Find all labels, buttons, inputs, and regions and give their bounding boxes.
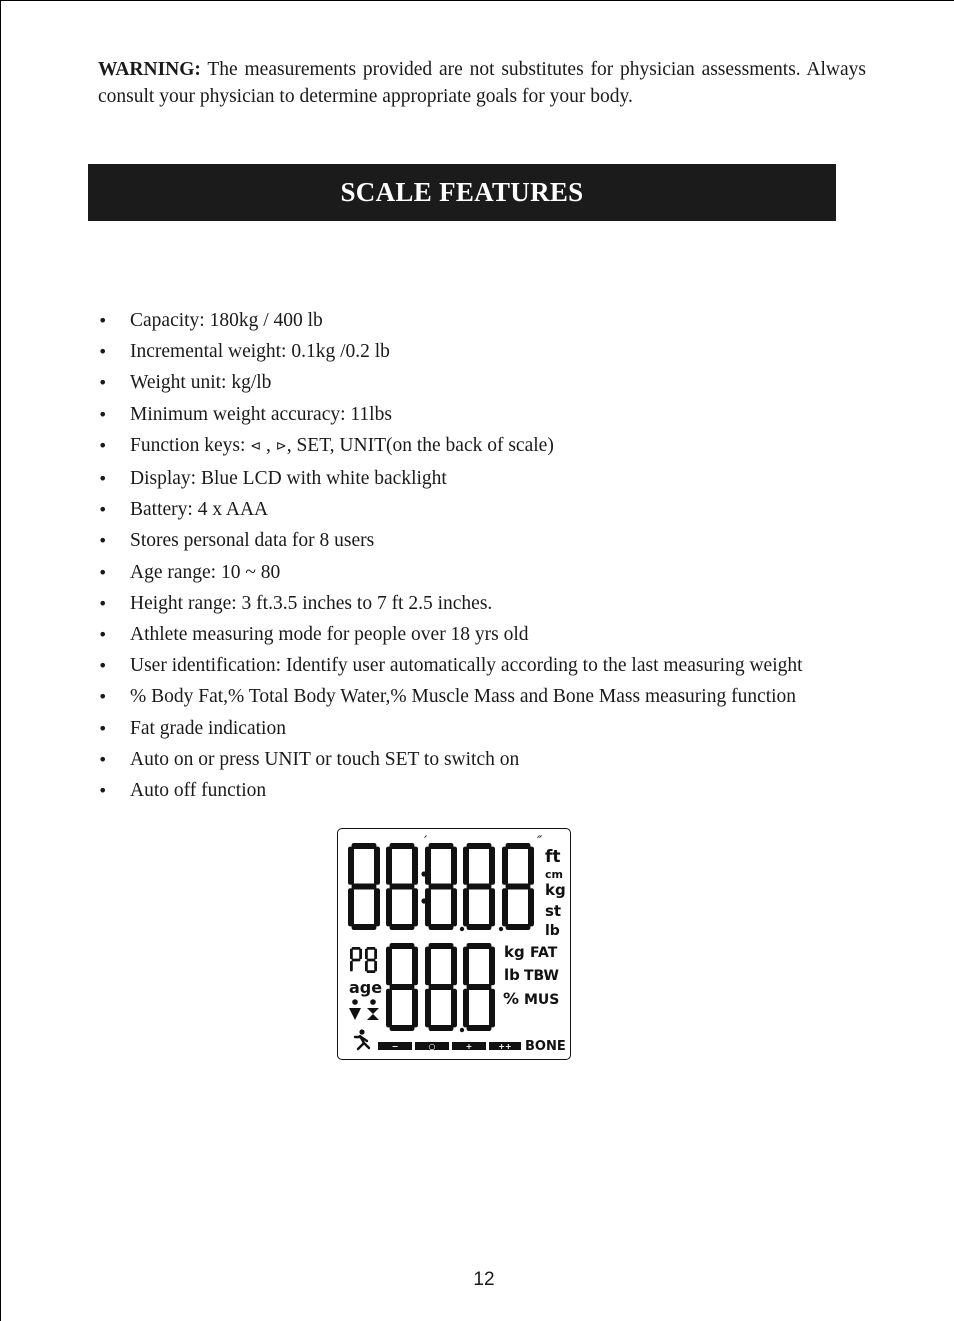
feature-text: Auto on or press UNIT or touch SET to switch on xyxy=(130,748,520,770)
lcd-segment xyxy=(451,847,457,885)
lcd-label-mus: MUS xyxy=(524,992,560,1008)
bullet-icon: • xyxy=(98,593,108,613)
lcd-segment xyxy=(367,970,376,973)
lcd-segment xyxy=(374,888,380,926)
lcd-segment xyxy=(390,1025,415,1031)
lcd-segment xyxy=(506,843,531,849)
lcd-segment xyxy=(506,884,531,890)
lcd-display-diagram xyxy=(337,828,571,1060)
page-border-top xyxy=(0,0,954,1)
lcd-segment xyxy=(348,847,354,885)
lcd-segment xyxy=(350,961,353,971)
feature-text: Age range: 10 ~ 80 xyxy=(130,561,281,583)
section-banner xyxy=(88,164,836,221)
lcd-segment xyxy=(374,961,377,971)
bullet-icon: • xyxy=(98,656,108,676)
lcd-segment xyxy=(429,943,454,949)
lcd-segment xyxy=(352,884,377,890)
lcd-segment xyxy=(365,949,368,959)
bullet-icon: • xyxy=(98,718,108,738)
lcd-segment xyxy=(365,961,368,971)
lcd-segment xyxy=(390,924,415,930)
warning-paragraph xyxy=(98,56,866,110)
lcd-label-kg: kg xyxy=(504,943,525,961)
lcd-label-tbw: TBW xyxy=(524,968,559,984)
lcd-segment xyxy=(489,947,495,986)
bullet-icon: • xyxy=(98,562,108,582)
lcd-segment xyxy=(425,847,431,885)
lcd-segment xyxy=(429,924,454,930)
lcd-label-fat: FAT xyxy=(530,945,558,961)
feature-text: Incremental weight: 0.1kg /0.2 lb xyxy=(130,341,390,363)
lcd-segment xyxy=(386,989,392,1028)
lcd-segment xyxy=(467,924,492,930)
feature-item xyxy=(98,588,878,619)
lcd-segment xyxy=(386,888,392,926)
feature-item-function-keys xyxy=(98,430,878,463)
grade-label-minus: − xyxy=(391,1042,399,1051)
lcd-segment xyxy=(467,843,492,849)
feature-item xyxy=(98,494,878,525)
lcd-decimal-dot xyxy=(460,927,464,931)
bullet-icon: • xyxy=(98,749,108,769)
lcd-segment xyxy=(502,847,508,885)
feature-text: Stores personal data for 8 users xyxy=(130,530,375,552)
lcd-segment xyxy=(350,949,353,959)
lcd-segment xyxy=(451,989,457,1028)
feature-text: Auto off function xyxy=(130,780,267,802)
lcd-segment xyxy=(467,984,492,990)
lcd-segment xyxy=(374,847,380,885)
lcd-segment xyxy=(352,959,361,962)
lcd-segment xyxy=(451,947,457,986)
feature-item xyxy=(98,650,878,681)
lcd-segment xyxy=(429,984,454,990)
lcd-unit-cm: cm xyxy=(545,868,563,881)
lcd-unit-kg: kg xyxy=(545,881,566,899)
lcd-segment xyxy=(374,949,377,959)
feature-text: Capacity: 180kg / 400 lb xyxy=(130,310,323,331)
grade-label-plus: + xyxy=(465,1042,473,1051)
lcd-segment xyxy=(425,888,431,926)
lcd-decimal-dot xyxy=(499,927,503,931)
lcd-unit-lb: lb xyxy=(545,923,560,939)
feature-text: Height range: 3 ft.3.5 inches to 7 ft 2.5 inches. xyxy=(130,592,493,614)
lcd-svg xyxy=(338,829,570,1059)
lcd-colon-dot xyxy=(421,898,426,903)
lcd-segment xyxy=(528,847,534,885)
lcd-unit-ft: ft xyxy=(545,847,561,867)
feature-item xyxy=(98,399,878,430)
lcd-segment xyxy=(390,843,415,849)
lcd-female-icon xyxy=(349,999,361,1020)
lcd-male-icon xyxy=(367,999,379,1020)
feature-item xyxy=(98,775,878,806)
left-arrow-key-icon: ⊲ xyxy=(250,438,262,454)
feature-text-keys: , SET, UNIT(on the back of scale) xyxy=(286,434,554,456)
page-number: 12 xyxy=(473,1269,495,1290)
warning-label: WARNING: xyxy=(98,59,201,80)
bullet-icon: • xyxy=(98,435,108,455)
bullet-icon: • xyxy=(98,404,108,424)
lcd-segment xyxy=(386,847,392,885)
feature-text: Function keys: xyxy=(130,434,251,456)
feature-text: Display: Blue LCD with white backlight xyxy=(130,468,447,490)
lcd-segment xyxy=(412,847,418,885)
lcd-segment xyxy=(390,943,415,949)
bullet-icon: • xyxy=(98,342,108,362)
lcd-segment xyxy=(467,884,492,890)
lcd-segment xyxy=(467,1025,492,1031)
bullet-icon: • xyxy=(98,311,108,330)
bullet-icon: • xyxy=(98,531,108,551)
lcd-segment xyxy=(386,947,392,986)
feature-text: Minimum weight accuracy: 11lbs xyxy=(130,403,392,425)
bullet-icon: • xyxy=(98,469,108,489)
lcd-bottom-digits xyxy=(386,943,495,1031)
right-arrow-key-icon: ⊳ xyxy=(275,438,287,454)
lcd-label-lb: lb xyxy=(504,966,520,984)
feature-item xyxy=(98,713,878,744)
lcd-segment xyxy=(352,924,377,930)
bullet-icon: • xyxy=(98,625,108,645)
lcd-segment xyxy=(352,947,361,950)
grade-label-normal: ○ xyxy=(428,1042,436,1051)
lcd-segment xyxy=(359,949,362,959)
lcd-colon-dot xyxy=(421,871,426,876)
lcd-segment xyxy=(489,989,495,1028)
lcd-segment xyxy=(429,843,454,849)
feature-list xyxy=(98,305,878,806)
lcd-segment xyxy=(390,884,415,890)
bullet-icon: • xyxy=(98,500,108,520)
feature-text: Athlete measuring mode for people over 18 yrs old xyxy=(130,624,529,646)
feature-item xyxy=(98,463,878,494)
feature-item xyxy=(98,744,878,775)
lcd-segment xyxy=(412,989,418,1028)
lcd-label-bone: BONE xyxy=(525,1039,566,1054)
feature-text: User identification: Identify user automatically according to the last measuring weight xyxy=(130,655,803,677)
feature-text: % Body Fat,% Total Body Water,% Muscle Mass and Bone Mass measuring function xyxy=(130,686,797,708)
bullet-icon: • xyxy=(98,781,108,801)
lcd-segment xyxy=(451,888,457,926)
lcd-inch-mark: ″ xyxy=(537,834,543,850)
lcd-segment xyxy=(390,984,415,990)
feature-item xyxy=(98,681,878,712)
lcd-segment xyxy=(506,924,531,930)
feature-item xyxy=(98,619,878,650)
feature-item xyxy=(98,336,878,367)
grade-label-plusplus: ++ xyxy=(498,1042,512,1051)
lcd-segment xyxy=(367,947,376,950)
lcd-user-digits xyxy=(350,947,377,973)
lcd-segment xyxy=(463,888,469,926)
feature-item xyxy=(98,367,878,398)
bullet-icon: • xyxy=(98,373,108,393)
lcd-segment xyxy=(425,947,431,986)
key-separator: , xyxy=(261,434,276,456)
lcd-segment xyxy=(528,888,534,926)
lcd-fat-grade-bar xyxy=(378,1042,521,1051)
lcd-segment xyxy=(502,888,508,926)
lcd-segment xyxy=(412,947,418,986)
lcd-segment xyxy=(463,947,469,986)
feature-text: Weight unit: kg/lb xyxy=(130,372,272,394)
feature-item xyxy=(98,557,878,588)
lcd-segment xyxy=(429,884,454,890)
feature-item xyxy=(98,525,878,556)
page-border-left xyxy=(0,0,1,1321)
feature-text: Battery: 4 x AAA xyxy=(130,499,269,521)
lcd-segment xyxy=(467,943,492,949)
bullet-icon: • xyxy=(98,687,108,707)
lcd-segment xyxy=(412,888,418,926)
lcd-unit-st: st xyxy=(545,902,562,920)
lcd-segment xyxy=(463,989,469,1028)
warning-text: The measurements provided are not substitutes for physician assessments. Always consult your physician to determine appropriate goals for your body. xyxy=(98,59,866,107)
lcd-label-pct: % xyxy=(503,989,520,1008)
lcd-segment xyxy=(463,847,469,885)
lcd-segment xyxy=(425,989,431,1028)
lcd-segment xyxy=(348,888,354,926)
lcd-segment xyxy=(352,843,377,849)
section-title: SCALE FEATURES xyxy=(340,177,584,207)
lcd-top-digits xyxy=(348,843,534,930)
lcd-segment xyxy=(367,959,376,962)
lcd-athlete-icon xyxy=(355,1029,369,1049)
lcd-decimal-dot xyxy=(460,1028,464,1032)
lcd-segment xyxy=(489,888,495,926)
lcd-segment xyxy=(429,1025,454,1031)
feature-text: Fat grade indication xyxy=(130,717,286,739)
lcd-label-age: age xyxy=(349,978,383,997)
lcd-feet-mark: ′ xyxy=(424,834,428,850)
feature-item xyxy=(98,305,878,336)
lcd-segment xyxy=(489,847,495,885)
